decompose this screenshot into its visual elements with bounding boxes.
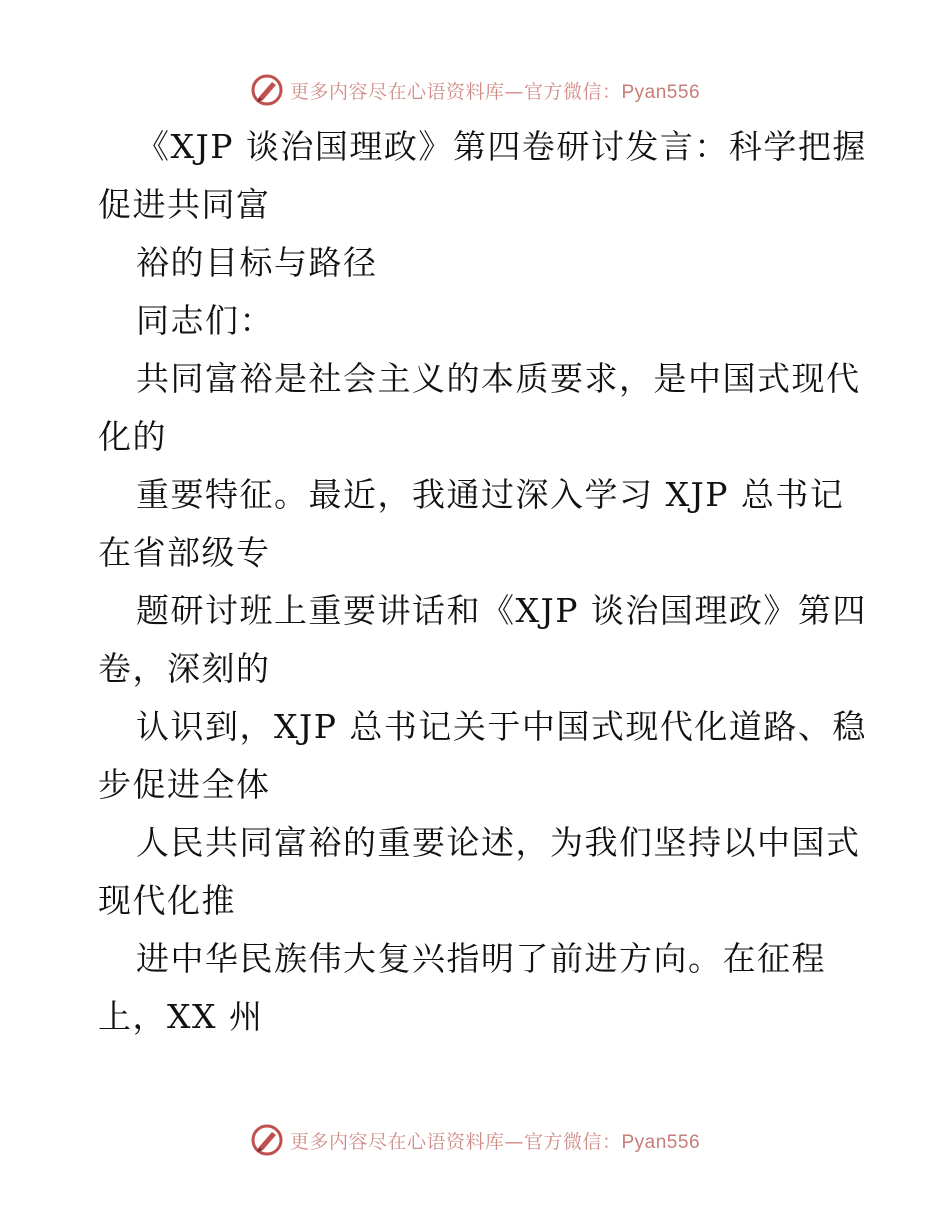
doc-paragraph-line: 卷，深刻的 [98, 649, 271, 688]
doc-paragraph-line: 在省部级专 [98, 533, 271, 572]
doc-paragraph-line: 认识到，XJP 总书记关于中国式现代化道路、稳 [136, 707, 867, 746]
doc-paragraph-line: 重要特征。最近，我通过深入学习 XJP 总书记 [136, 475, 845, 514]
document-body [98, 118, 867, 1046]
doc-paragraph-line: 共同富裕是社会主义的本质要求，是中国式现代 [136, 359, 861, 398]
doc-paragraph-line: 题研讨班上重要讲话和《XJP 谈治国理政》第四 [136, 591, 867, 630]
footer-watermark [0, 1118, 950, 1162]
doc-paragraph-line: 上，XX 州 [98, 997, 264, 1036]
doc-paragraph-line: 化的 [98, 417, 167, 456]
doc-title-line-1: 《XJP 谈治国理政》第四卷研讨发言：科学把握 [136, 127, 867, 166]
doc-paragraph-line: 进中华民族伟大复兴指明了前进方向。在征程 [136, 939, 826, 978]
pen-circle-logo-icon [250, 1123, 284, 1157]
watermark-text: 更多内容尽在心语资料库—官方微信：Pyan556 [289, 1130, 701, 1153]
doc-salutation: 同志们： [136, 301, 274, 340]
doc-title-line-3: 裕的目标与路径 [136, 243, 378, 282]
doc-paragraph-line: 步促进全体 [98, 765, 271, 804]
pen-circle-logo-icon [250, 73, 284, 107]
doc-title-line-2: 促进共同富 [98, 185, 271, 224]
watermark-text: 更多内容尽在心语资料库—官方微信：Pyan556 [289, 80, 701, 103]
doc-paragraph-line: 人民共同富裕的重要论述，为我们坚持以中国式 [136, 823, 861, 862]
doc-paragraph-line: 现代化推 [98, 881, 236, 920]
header-watermark [0, 68, 950, 112]
